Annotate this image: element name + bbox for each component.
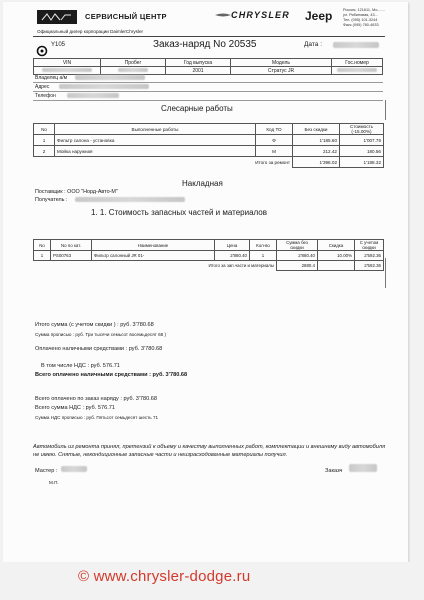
works-total-label: Итого за ремонт xyxy=(34,157,293,168)
order-title: Заказ-наряд No 20535 xyxy=(153,39,257,50)
vin-cell xyxy=(34,67,101,75)
total-paid-order: Всего оплачено по заказ наряду : руб. 3'780.68 xyxy=(35,396,158,402)
works-header-cell: Без скидки xyxy=(293,124,340,135)
vehicle-header-cell: VIN xyxy=(34,59,101,67)
works-header-cell: No xyxy=(34,124,55,135)
redacted-phone xyxy=(67,93,119,98)
year-cell: 2001 xyxy=(166,67,231,75)
parts-header-row xyxy=(34,240,384,251)
parts-section-title: 1. 1. Стоимость запасных частей и материалов xyxy=(91,208,267,217)
works-name-cell: Мойка наружная xyxy=(55,146,256,157)
works-name-cell: Фильтр салона - установка xyxy=(55,135,256,146)
parts-header-cell: Скидка xyxy=(318,240,355,251)
works-total-row xyxy=(34,157,384,168)
redacted-mileage xyxy=(118,68,148,72)
table-row xyxy=(34,135,384,146)
works-header-cell: Стоимость (-15.00%) xyxy=(340,124,384,135)
parts-name-cell: Фильтр салонный JR 01- xyxy=(92,251,215,261)
vehicle-header-cell: Пробег xyxy=(101,59,166,67)
parts-header-cell: Сумма без скидки xyxy=(277,240,318,251)
service-logo xyxy=(37,10,77,24)
total-in-words: Сумма прописью : руб. Три тысячи семьсот восемьдесят 68 ) xyxy=(35,332,166,337)
service-center-title: СЕРВИСНЫЙ ЦЕНТР xyxy=(85,12,167,21)
works-header-cell: Код ТО xyxy=(256,124,293,135)
table-row xyxy=(34,251,384,261)
parts-no-cell: 1 xyxy=(34,251,51,261)
recipient-line: Получатель : xyxy=(35,197,68,203)
table-row xyxy=(34,146,384,157)
logo-emblem-icon xyxy=(41,12,73,22)
phone-underline xyxy=(33,100,383,101)
address-underline xyxy=(33,91,383,92)
total-with-discount: Итого сумма (с учетом скидки ) : руб. 3'780.68 xyxy=(35,322,154,328)
vehicle-header-row xyxy=(34,59,383,67)
works-price-cell: 212.42 xyxy=(293,146,340,157)
dealer-subtitle: Официальный дилер корпорации DaimlerChrysler xyxy=(37,29,144,34)
redacted-plate xyxy=(337,68,377,72)
header-divider xyxy=(33,36,385,37)
dealer-address xyxy=(343,8,385,28)
redacted-date xyxy=(333,42,379,48)
works-total-cost: 1'188.32 xyxy=(340,157,384,168)
stamp-icon xyxy=(36,45,48,57)
works-cost-cell: 180.56 xyxy=(340,146,384,157)
works-price-cell: 1'185.60 xyxy=(293,135,340,146)
paid-cash: Оплачено наличными средствами : руб. 3'780.68 xyxy=(35,346,163,352)
parts-header-cell: Цена xyxy=(215,240,250,251)
works-title: Слесарные работы xyxy=(161,104,233,113)
stamp-label: М.П. xyxy=(49,480,59,485)
chrysler-wings-icon xyxy=(215,12,231,20)
order-document xyxy=(3,2,408,562)
works-code-cell: Ф xyxy=(256,135,293,146)
parts-table xyxy=(33,239,384,271)
jeep-brand: Jeep xyxy=(305,9,333,23)
redacted-recipient xyxy=(75,197,185,202)
parts-qty-cell: 1 xyxy=(250,251,277,261)
website-watermark[interactable]: © www.chrysler-dodge.ru xyxy=(78,568,251,585)
vat-in-words: Сумма НДС прописью : руб. Пятьсот семьдесят шесть 71 xyxy=(35,415,159,420)
master-signature xyxy=(61,466,87,472)
parts-total-cell: 2'592.36 xyxy=(355,251,384,261)
mileage-cell xyxy=(101,67,166,75)
total-vat: Всего сумма НДС : руб. 576.71 xyxy=(35,405,115,411)
vat-cash: В том числе НДС : руб. 576.71 xyxy=(41,363,120,369)
vehicle-header-cell: Гос.номер xyxy=(332,59,383,67)
vehicle-header-cell: Модель xyxy=(231,59,332,67)
works-code-cell: М xyxy=(256,146,293,157)
order-code: Y105 xyxy=(51,42,66,48)
parts-header-cell: No по кат. xyxy=(51,240,92,251)
customer-signature-label: Заказч xyxy=(325,468,343,474)
redacted-vin xyxy=(42,68,92,72)
owner-label: Владелец а/м xyxy=(35,75,68,81)
date-label: Дата : xyxy=(304,41,323,48)
works-table xyxy=(33,123,384,168)
address-line: ул. Рябиновая, 43... xyxy=(343,13,378,17)
parts-header-cell: No xyxy=(34,240,51,251)
works-no-cell: 2 xyxy=(34,146,55,157)
parts-total-sum: 2880.4 xyxy=(277,261,318,271)
total-paid-cash: Всего оплачено наличными средствами : руб. 3'780.68 xyxy=(35,372,188,378)
parts-sum-cell: 2'880.40 xyxy=(277,251,318,261)
address-line: Россия, 121611, Мо....... xyxy=(343,8,385,12)
edge-mark xyxy=(385,100,386,120)
vehicle-header-cell: Год выпуска xyxy=(166,59,231,67)
parts-cat-cell: PS00763 xyxy=(51,251,92,261)
invoice-title: Накладная xyxy=(182,179,223,188)
master-signature-label: Мастер : xyxy=(35,468,58,474)
plate-cell xyxy=(332,67,383,75)
owner-underline xyxy=(33,82,383,83)
parts-header-cell: С учетом скидки xyxy=(355,240,384,251)
chrysler-brand: CHRYSLER xyxy=(231,10,290,20)
address-line: Факс (095) 780-4633 xyxy=(343,23,379,27)
address-label: Адрес xyxy=(35,84,50,90)
supplier-line: Поставщик : ООО "Норд-Авто-М" xyxy=(35,189,118,195)
parts-header-cell: Наименование xyxy=(92,240,215,251)
redacted-address xyxy=(59,84,149,89)
works-total-price: 1'398.02 xyxy=(293,157,340,168)
parts-total-empty xyxy=(318,261,355,271)
works-header-cell: Выполненные работы xyxy=(55,124,256,135)
redacted-owner xyxy=(75,75,145,80)
customer-signature xyxy=(349,464,377,472)
works-cost-cell: 1'007.76 xyxy=(340,135,384,146)
parts-price-cell: 2'880.40 xyxy=(215,251,250,261)
parts-header-cell: Кол-во xyxy=(250,240,277,251)
model-cell: Стратус JR xyxy=(231,67,332,75)
works-header-row xyxy=(34,124,384,135)
edge-mark xyxy=(385,258,386,288)
vehicle-table xyxy=(33,58,383,75)
acceptance-note: Автомобиль из ремонта принял, претензий к объему и качеству выполненных работ, комплектации и внешнему виду автомобиля не имею. Снятые, некондиционные запасные части и неизрасходованные материалы получил. xyxy=(33,444,386,458)
parts-disc-cell: 10.00% xyxy=(318,251,355,261)
parts-total-label: Итого за зап.части и материалы xyxy=(34,261,277,271)
parts-total-disc: 2'592.36 xyxy=(355,261,384,271)
parts-total-row xyxy=(34,261,384,271)
works-no-cell: 1 xyxy=(34,135,55,146)
address-line: Тел. (095) 101-3244 xyxy=(343,18,378,22)
vehicle-value-row xyxy=(34,67,383,75)
phone-label: Телефон xyxy=(35,93,56,99)
